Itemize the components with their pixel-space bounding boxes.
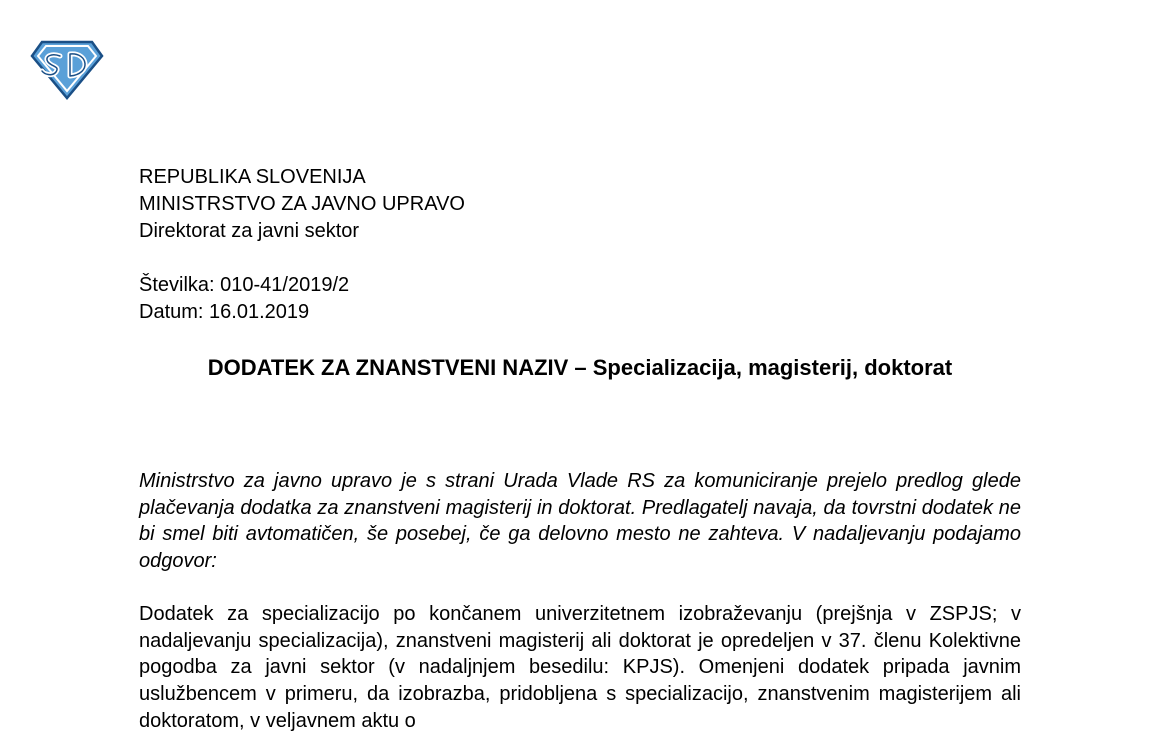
body-paragraph: Dodatek za specializacijo po končanem univerzitetnem izobraževanju (prejšnja v ZSPJS; v nadaljevanju specializacija), znanstveni magisterij ali doktorat je opredeljen v 37. členu Kolektivne pogodba za javni sektor (v nadaljnjem besedilu: KPJS). Omenjeni dodatek pripada javnim uslužbencem v primeru, da izobrazba, pridobljena s specializacijo, znanstvenim magisterijem ali doktoratom, v veljavnem aktu o [139,603,1021,732]
sd-logo-icon [30,40,104,100]
letterhead [139,164,1021,326]
document-title: DODATEK ZA ZNANSTVENI NAZIV – Specializacija, magisterij, doktorat [207,355,953,380]
document-date: Datum: 16.01.2019 [139,301,310,323]
ministry-line: MINISTRSTVO ZA JAVNO UPRAVO [139,193,465,215]
country-line: REPUBLIKA SLOVENIJA [139,166,366,188]
document-number: Številka: 010-41/2019/2 [139,274,350,296]
intro-paragraph: Ministrstvo za javno upravo je s strani Urada Vlade RS za komuniciranje prejelo predlog glede plačevanja dodatka za znanstveni magisterij in doktorat. Predlagatelj navaja, da tovrstni dodatek ne bi smel biti avtomatičen, še posebej, če ga delovno mesto ne zahteva. V nadaljevanju podajamo odgovor: [139,470,1021,573]
directorate-line: Direktorat za javni sektor [139,220,360,242]
